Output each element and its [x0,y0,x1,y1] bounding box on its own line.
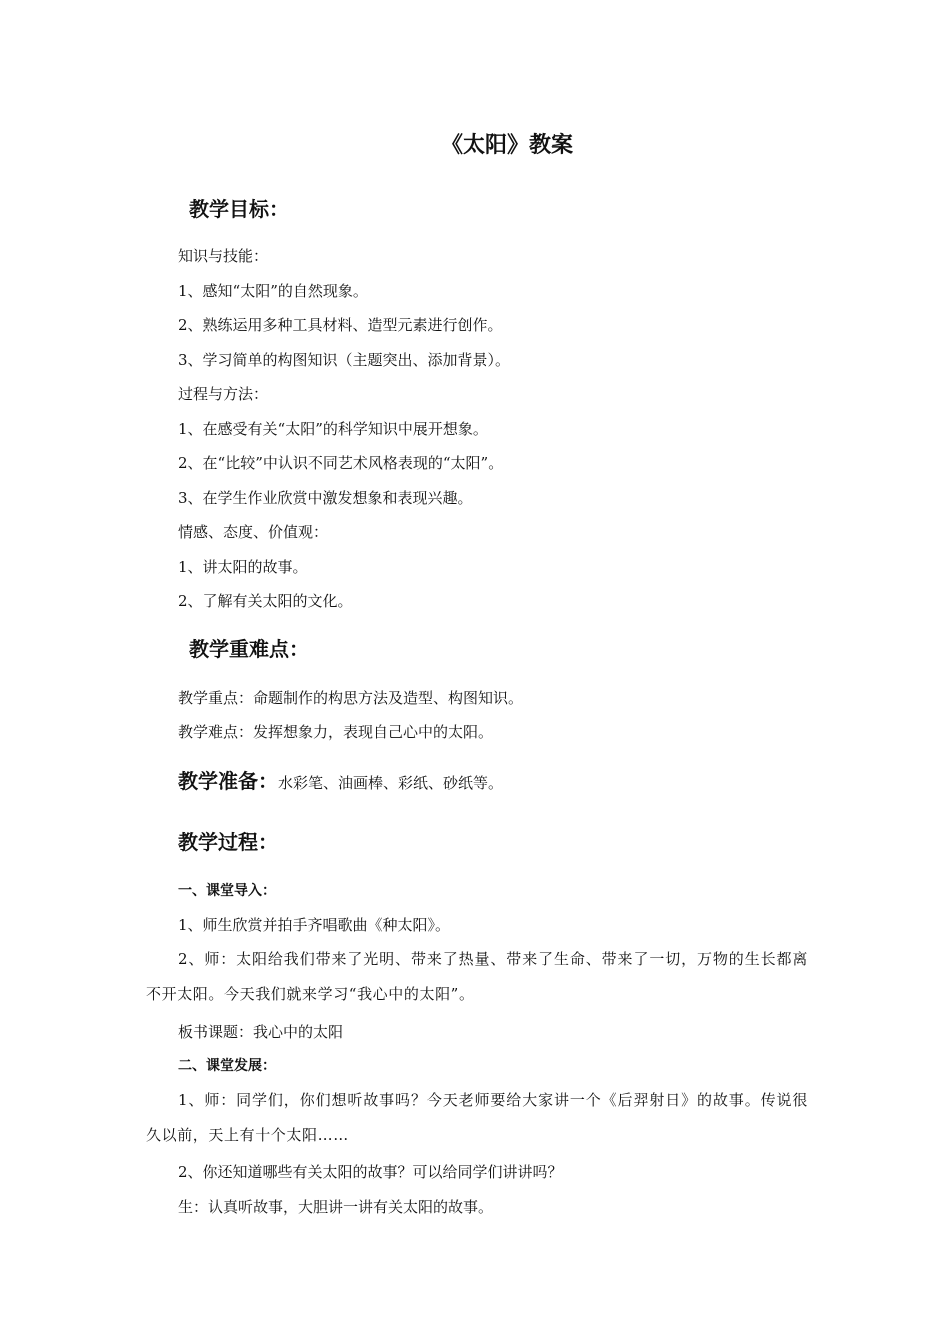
knowledge-label: 知识与技能： [178,247,269,265]
objectives-heading: 教学目标： [189,197,289,221]
emotion-item-1: 1、讲太阳的故事。 [178,558,308,576]
section2-item-2: 2、你还知道哪些有关太阳的故事？可以给同学们讲讲吗？ [178,1163,563,1181]
section1-heading: 一、课堂导入： [178,883,276,899]
process-item-1: 1、在感受有关“太阳”的科学知识中展开想象。 [178,420,488,438]
section2-item-1: 1、师：同学们，你们想听故事吗？今天老师要给大家讲一个《后羿射日》的故事。传说很久以前，天上有十个太阳…… [146,1091,808,1144]
section2-heading: 二、课堂发展： [178,1058,276,1074]
emotion-item-2: 2、了解有关太阳的文化。 [178,592,353,610]
process-heading: 教学过程： [178,830,278,854]
key-points-heading: 教学重难点： [189,637,309,661]
process-item-3: 3、在学生作业欣赏中激发想象和表现兴趣。 [178,489,473,507]
preparation-heading: 教学准备： [178,769,278,793]
key-focus: 教学重点：命题制作的构思方法及造型、构图知识。 [178,689,524,707]
preparation-text: 水彩笔、油画棒、彩纸、砂纸等。 [278,774,504,792]
preparation-line [178,768,503,796]
section1-item-1: 1、师生欣赏并拍手齐唱歌曲《种太阳》。 [178,916,451,934]
knowledge-item-3: 3、学习简单的构图知识（主题突出、添加背景）。 [178,351,511,369]
section1-item-2: 2、师：太阳给我们带来了光明、带来了热量、带来了生命、带来了一切，万物的生长都离不开太阳。今天我们就来学习“我心中的太阳”。 [146,950,808,1003]
process-label: 过程与方法： [178,385,269,403]
document-title: 《太阳》教案 [440,133,573,158]
key-difficulty: 教学难点：发挥想象力，表现自己心中的太阳。 [178,723,494,741]
section2-student: 生：认真听故事，大胆讲一讲有关太阳的故事。 [178,1198,494,1216]
emotion-label: 情感、态度、价值观： [178,523,329,541]
knowledge-item-1: 1、感知“太阳”的自然现象。 [178,282,368,300]
knowledge-item-2: 2、熟练运用多种工具材料、造型元素进行创作。 [178,316,503,334]
process-item-2: 2、在“比较”中认识不同艺术风格表现的“太阳”。 [178,454,504,472]
section1-board: 板书课题：我心中的太阳 [178,1023,344,1041]
